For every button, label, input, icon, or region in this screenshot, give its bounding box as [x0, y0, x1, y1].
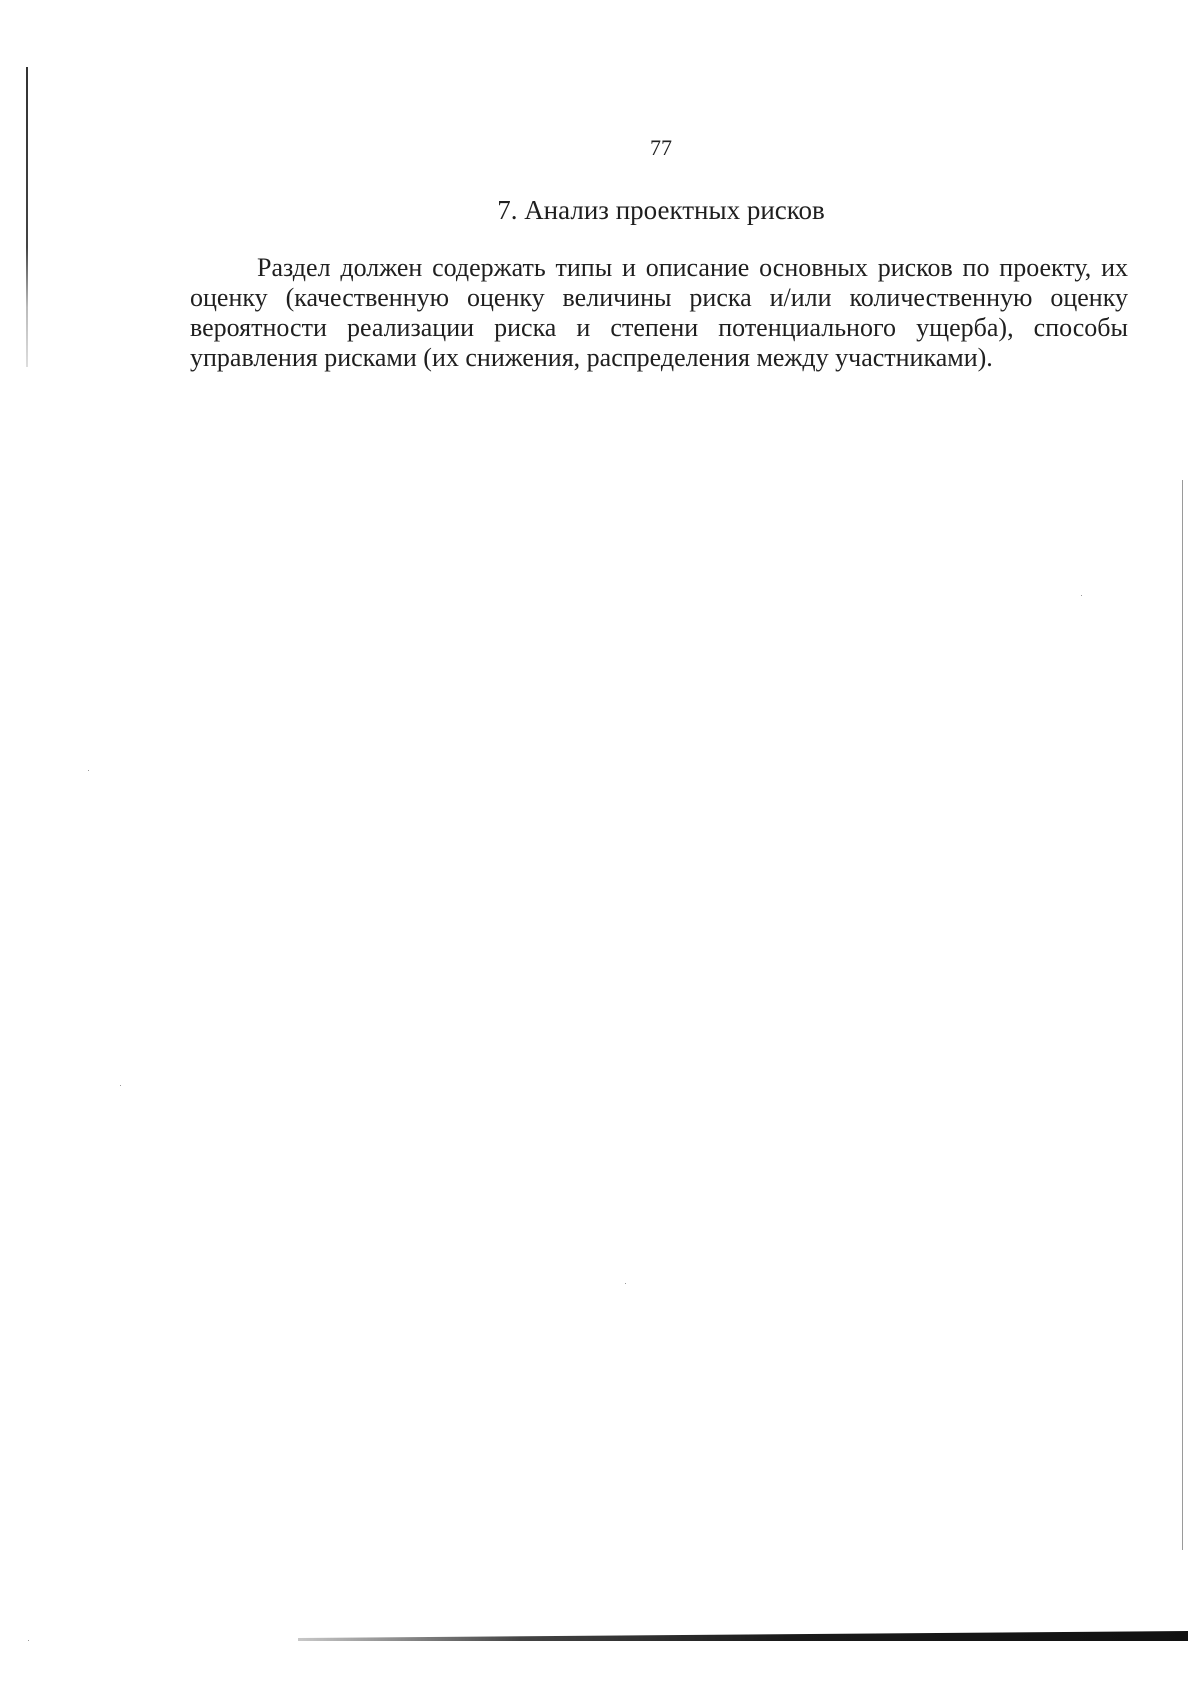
- body-paragraph: Раздел должен содержать типы и описание основных рисков по проекту, их оценку (качественную оценку величины риска и/или количественную оценку вероятности реализации риска и степени потенциального ущерба), способы управления рисками (их снижения, распределения между участниками).: [190, 253, 1128, 372]
- scan-speck: [625, 1283, 626, 1284]
- page-number: 77: [650, 135, 672, 160]
- scan-speck: [120, 1085, 121, 1086]
- scan-speck: [28, 1640, 29, 1641]
- scan-speck: [1081, 595, 1082, 596]
- scan-bottom-bar: [298, 1631, 1188, 1641]
- scan-edge-line-right: [1182, 480, 1183, 1550]
- scan-speck: [88, 770, 89, 771]
- section-title: 7. Анализ проектных рисков: [497, 195, 825, 225]
